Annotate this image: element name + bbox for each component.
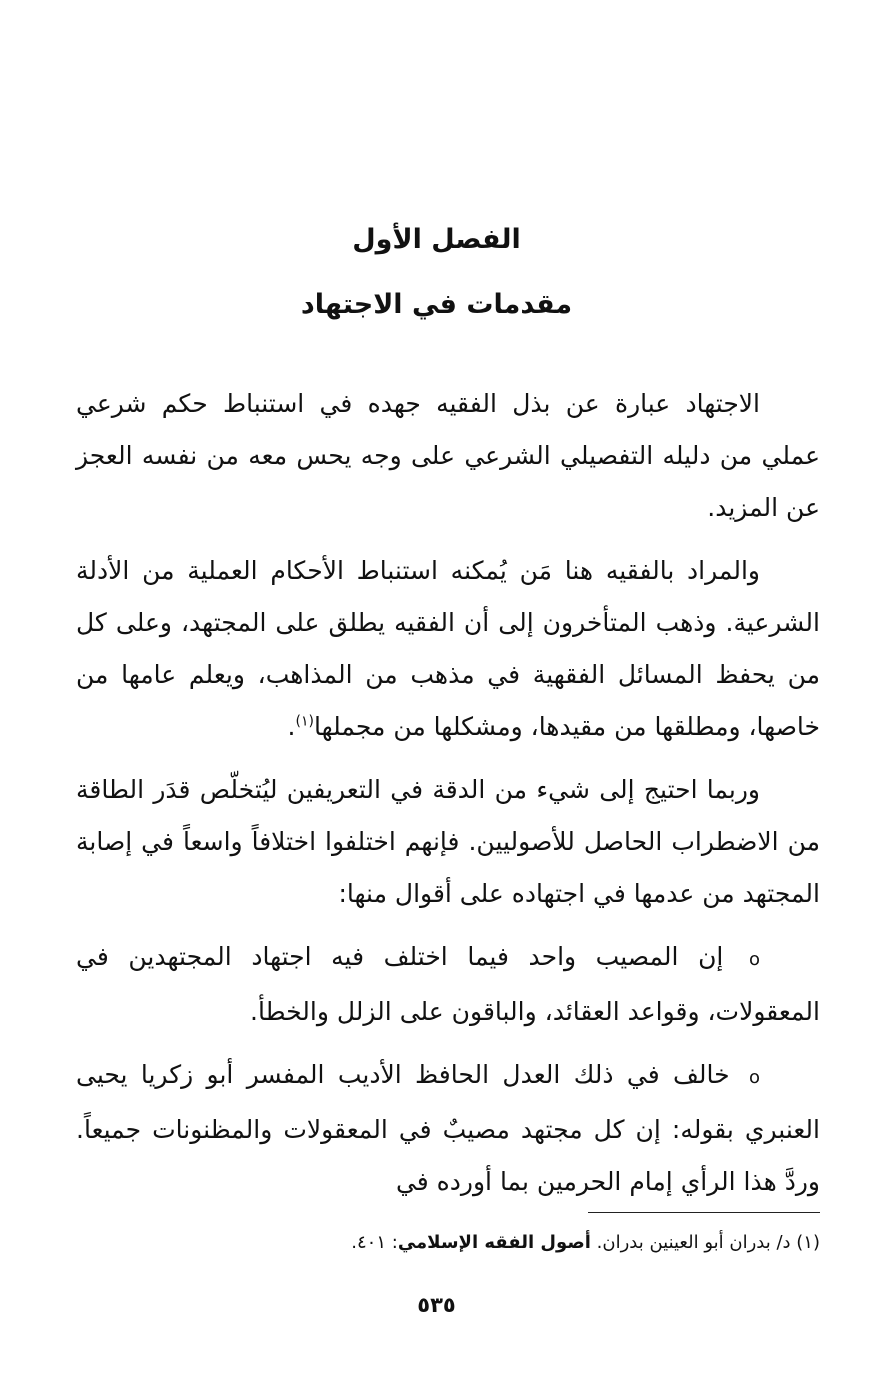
bullet-item-two-text: خالف في ذلك العدل الحافظ الأديب المفسر أبو زكريا يحيى العنبري بقوله: إن كل مجتهد مصيبٌ في المعقولات والمظنونات جميعاً. وردَّ هذا الرأي إمام الحرمين بما أورده في — [76, 1060, 820, 1196]
paragraph-faqih-text: والمراد بالفقيه هنا مَن يُمكنه استنباط الأحكام العملية من الأدلة الشرعية. وذهب المتأخرون إلى أن الفقيه يطلق على المجتهد، وعلى كل من يحفظ المسائل الفقهية في مذهب من المذاهب، ويعلم عامها من خاصها، ومطلقها من مقيدها، ومشكلها من مجملها — [76, 556, 820, 741]
chapter-title: الفصل الأول — [352, 224, 521, 255]
bullet-item-one-text: إن المصيب واحد فيما اختلف فيه اجتهاد المجتهدين في المعقولات، وقواعد العقائد، والباقون على الزلل والخطأ. — [76, 942, 820, 1026]
footnote-marker: (١) — [796, 1232, 820, 1253]
body-text — [76, 378, 820, 1219]
footnote-reference[interactable]: (١) — [295, 713, 314, 730]
chapter-subtitle: مقدمات في الاجتهاد — [300, 289, 573, 320]
bullet-item-two — [76, 1049, 820, 1208]
paragraph-faqih — [76, 545, 820, 753]
page-number: ٥٣٥ — [417, 1293, 456, 1317]
bullet-item-one — [76, 931, 820, 1038]
footnote-author: د/ بدران أبو العينين بدران. — [596, 1232, 791, 1253]
paragraph-definition: الاجتهاد عبارة عن بذل الفقيه جهده في استنباط حكم شرعي عملي من دليله التفصيلي الشرعي على وجه يحس معه من نفسه العجز عن المزيد. — [76, 389, 820, 522]
paragraph-faqih-end: . — [287, 712, 296, 741]
footnote-page-ref: : ٤٠١. — [351, 1232, 398, 1253]
footnote-divider — [588, 1212, 820, 1213]
bullet-circle-icon: o — [748, 1067, 760, 1088]
bullet-circle-icon: o — [748, 949, 760, 970]
footnote-book-title: أصول الفقه الإسلامي — [397, 1232, 591, 1253]
paragraph-precision: وربما احتيج إلى شيء من الدقة في التعريفين ليُتخلّص قدَر الطاقة من الاضطراب الحاصل للأصوليين. فإنهم اختلفوا اختلافاً واسعاً في إصابة المجتهد من عدمها في اجتهاده على أقوال منها: — [76, 775, 820, 908]
footnote — [76, 1228, 820, 1258]
